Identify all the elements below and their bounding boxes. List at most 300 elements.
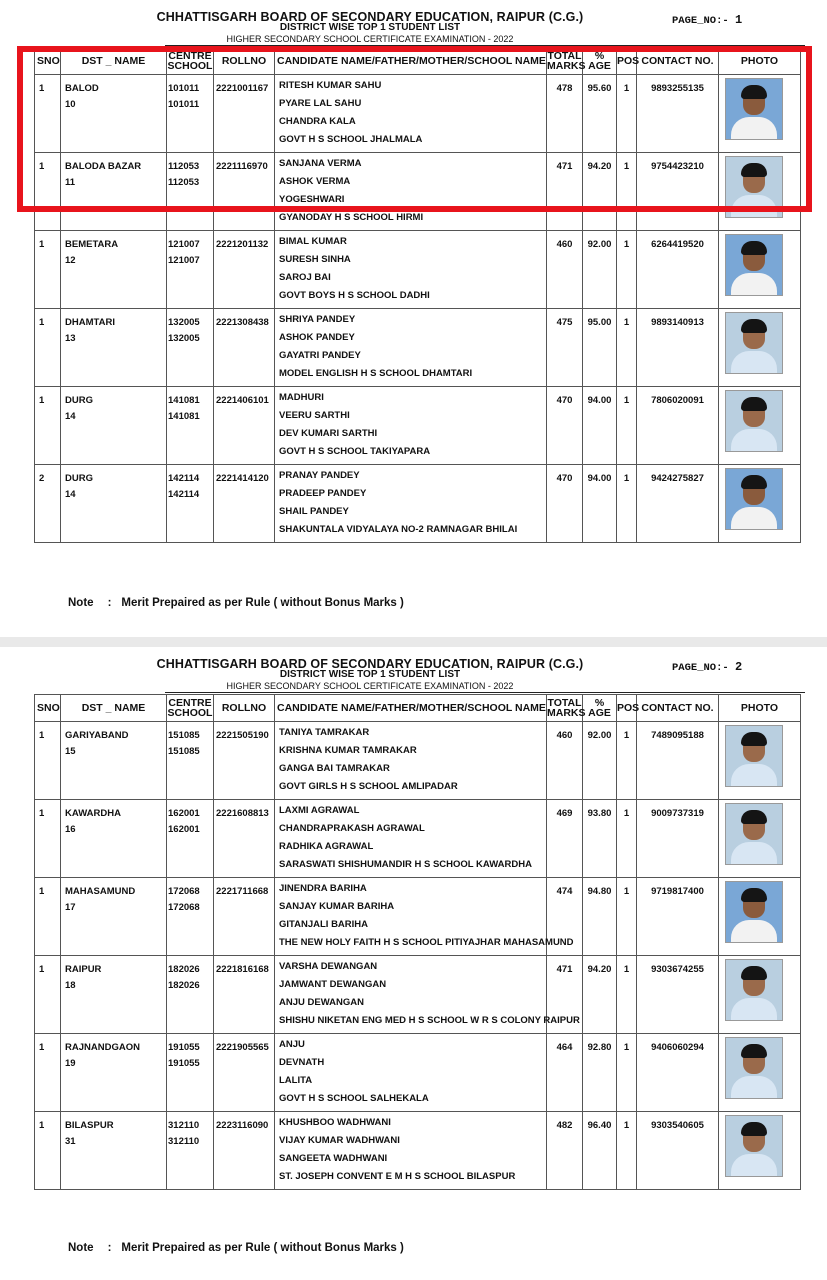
header-rollno: ROLLNO [214,48,275,75]
school-code: 151085 [168,746,200,757]
centre-block [167,387,213,425]
cell-photo [719,1112,801,1190]
cell-centre-school [167,309,214,387]
father-name: CHANDRAPRAKASH AGRAWAL [279,823,425,834]
table-row [35,231,801,309]
contact-number: 9303674255 [651,964,704,975]
photo-shoulders [731,273,777,296]
total-marks: 482 [556,1120,573,1131]
cell-photo [719,722,801,800]
student-photo-male [725,881,783,943]
district-code: 19 [65,1058,76,1069]
contact-number: 7806020091 [651,395,704,406]
serial-number: 1 [39,83,45,94]
cell-sno [35,878,61,956]
candidate-block [275,465,546,539]
centre-code: 312110 [168,1120,200,1131]
school-name: GOVT H S SCHOOL TAKIYAPARA [279,446,431,457]
contact-number: 9424275827 [651,473,704,484]
header-sno: SNO [35,695,61,722]
candidate-name: TANIYA TAMRAKAR [279,727,370,738]
cell-percentage [583,231,617,309]
cell-photo [719,231,801,309]
cell-position [617,800,637,878]
cell-position [617,722,637,800]
cell-photo [719,800,801,878]
mother-name: GITANJALI BARIHA [279,919,369,930]
mother-name: SAROJ BAI [279,272,331,283]
serial-number: 1 [39,161,45,172]
header-school: SCHOOL [167,60,213,72]
school-code: 101011 [168,99,200,110]
student-photo-female [725,312,783,374]
position: 1 [623,239,630,250]
highlight-box [17,46,812,212]
total-marks: 464 [556,1042,573,1053]
percentage: 96.40 [587,1120,612,1131]
student-table [34,694,801,1190]
mother-name: ANJU DEWANGAN [279,997,364,1008]
district-name: BALOD [65,83,99,94]
cell-centre-school [167,956,214,1034]
cell-rollno [214,387,275,465]
candidate-block [275,800,546,874]
note-separator: : [107,1242,112,1254]
cell-candidate [275,1112,547,1190]
exam-title: HIGHER SECONDARY SCHOOL CERTIFICATE EXAMINATION - 2022 [226,34,514,44]
cell-position [617,956,637,1034]
district-name: BALODA BAZAR [65,161,142,172]
position: 1 [623,473,630,484]
note-text: Merit Prepaired as per Rule ( without Bonus Marks ) [121,597,404,609]
note-label: Note [68,1242,94,1254]
position: 1 [623,886,630,897]
district-code: 17 [65,902,76,913]
cell-photo [719,309,801,387]
header-total-marks [547,695,586,722]
cell-sno [35,309,61,387]
cell-position [617,231,637,309]
candidate-name: PRANAY PANDEY [279,470,360,481]
cell-contact [637,1034,719,1112]
cell-contact [637,800,719,878]
position: 1 [623,317,630,328]
school-code: 142114 [168,489,200,500]
header-candidate: CANDIDATE NAME/FATHER/MOTHER/SCHOOL NAME [275,48,547,75]
header-total: TOTAL [547,697,582,709]
cell-photo [719,465,801,543]
note-separator: : [107,597,112,609]
percentage: 92.00 [587,239,612,250]
cell-contact [637,1112,719,1190]
table-row [35,1034,801,1112]
cell-candidate [275,231,547,309]
centre-code: 182026 [168,964,200,975]
contact-number: 9893140913 [651,317,704,328]
contact-number: 7489095188 [651,730,704,741]
total-marks: 475 [556,317,573,328]
school-name: SHAKUNTALA VIDYALAYA NO-2 RAMNAGAR BHILAI [279,524,518,535]
table-row [35,387,801,465]
centre-code: 121007 [168,239,200,250]
cell-rollno [214,465,275,543]
father-name: SURESH SINHA [279,254,351,265]
position: 1 [623,730,630,741]
header-centre: CENTRE [168,697,212,709]
candidate-block [275,231,546,305]
cell-rollno [214,1034,275,1112]
centre-code: 141081 [168,395,200,406]
header-pct: % [594,697,605,709]
centre-block [167,231,213,269]
cell-centre-school [167,465,214,543]
position: 1 [623,161,630,172]
photo-hair [741,1044,767,1058]
candidate-name: LAXMI AGRAWAL [279,805,360,816]
cell-rollno [214,878,275,956]
percentage: 94.00 [587,473,612,484]
cell-district [61,1112,167,1190]
student-photo-female [725,803,783,865]
merit-note [68,597,404,609]
contact-number: 9719817400 [651,886,704,897]
father-name: VEERU SARTHI [279,410,350,421]
percentage: 93.80 [587,808,612,819]
cell-total-marks [547,309,583,387]
cell-total-marks [547,387,583,465]
mother-name: YOGESHWARI [279,194,345,205]
district-block [61,465,166,503]
district-code: 10 [65,99,76,110]
student-photo-female [725,725,783,787]
cell-contact [637,231,719,309]
cell-district [61,722,167,800]
district-code: 18 [65,980,76,991]
cell-district [61,387,167,465]
header-position: POS [617,48,637,75]
photo-shoulders [731,1076,777,1099]
district-block [61,1112,166,1150]
cell-total-marks [547,1034,583,1112]
header-age: AGE [588,60,611,72]
candidate-block [275,387,546,461]
cell-position [617,1034,637,1112]
roll-number: 2221001167 [216,83,269,94]
cell-sno [35,722,61,800]
district-block [61,956,166,994]
photo-shoulders [731,842,777,865]
total-marks: 471 [556,964,573,975]
centre-block [167,956,213,994]
school-code: 182026 [168,980,200,991]
school-code: 191055 [168,1058,200,1069]
student-photo-male [725,234,783,296]
cell-total-marks [547,722,583,800]
roll-number: 2221608813 [216,808,269,819]
position: 1 [623,83,630,94]
mother-name: SANGEETA WADHWANI [279,1153,388,1164]
cell-total-marks [547,231,583,309]
district-code: 15 [65,746,76,757]
cell-candidate [275,309,547,387]
centre-block [167,722,213,760]
percentage: 94.80 [587,886,612,897]
photo-hair [741,810,767,824]
cell-centre-school [167,1112,214,1190]
cell-centre-school [167,800,214,878]
photo-hair [741,966,767,980]
merit-note [68,1242,404,1254]
contact-number: 9893255135 [651,83,704,94]
cell-percentage [583,956,617,1034]
student-photo-male [725,468,783,530]
table-row [35,309,801,387]
candidate-name: RITESH KUMAR SAHU [279,80,382,91]
cell-photo [719,956,801,1034]
district-code: 31 [65,1136,76,1147]
cell-percentage [583,722,617,800]
cell-photo [719,878,801,956]
photo-shoulders [731,507,777,530]
school-code: 121007 [168,255,200,266]
board-title: CHHATTISGARH BOARD OF SECONDARY EDUCATION, RAIPUR (C.G.) [156,10,584,24]
header-centre: CENTRE [168,50,212,62]
cell-percentage [583,387,617,465]
district-code: 11 [65,177,76,188]
candidate-name: SHRIYA PANDEY [279,314,356,325]
cell-percentage [583,1034,617,1112]
header-school: SCHOOL [167,707,213,719]
percentage: 92.80 [587,1042,612,1053]
centre-code: 191055 [168,1042,200,1053]
total-marks: 478 [556,83,573,94]
father-name: SANJAY KUMAR BARIHA [279,901,395,912]
header-marks: MARKS [547,707,586,719]
table-header-row [35,695,801,722]
percentage: 94.20 [587,964,612,975]
cell-rollno [214,309,275,387]
candidate-block [275,1034,546,1108]
photo-shoulders [731,998,777,1021]
centre-block [167,800,213,838]
school-code: 112053 [168,177,200,188]
serial-number: 1 [39,1120,45,1131]
centre-block [167,1034,213,1072]
centre-code: 142114 [168,473,200,484]
photo-shoulders [731,429,777,452]
roll-number: 2221414120 [216,473,269,484]
header-sno: SNO [35,48,61,75]
serial-number: 1 [39,317,45,328]
cell-position [617,1112,637,1190]
page-number [672,13,742,27]
district-name: GARIYABAND [65,730,129,741]
cell-position [617,465,637,543]
district-code: 13 [65,333,76,344]
total-marks: 469 [556,808,573,819]
cell-percentage [583,309,617,387]
father-name: DEVNATH [279,1057,325,1068]
mother-name: RADHIKA AGRAWAL [279,841,374,852]
district-code: 14 [65,489,76,500]
cell-percentage [583,800,617,878]
table-row [35,956,801,1034]
roll-number: 2221711668 [216,886,269,897]
cell-total-marks [547,1112,583,1190]
header-contact: CONTACT NO. [637,695,719,722]
roll-number: 2221116970 [216,161,268,172]
father-name: ASHOK VERMA [279,176,351,187]
header-marks: MARKS [547,60,586,72]
roll-number: 2221816168 [216,964,269,975]
header-total: TOTAL [547,50,582,62]
contact-number: 9406060294 [651,1042,704,1053]
cell-sno [35,387,61,465]
district-name: BEMETARA [65,239,119,250]
position: 1 [623,395,630,406]
father-name: JAMWANT DEWANGAN [279,979,387,990]
serial-number: 1 [39,1042,45,1053]
school-code: 312110 [168,1136,200,1147]
list-title: DISTRICT WISE TOP 1 STUDENT LIST [279,669,461,680]
page-number [672,660,742,674]
roll-number: 2221905565 [216,1042,269,1053]
header-age: AGE [588,707,611,719]
cell-percentage [583,465,617,543]
serial-number: 1 [39,239,45,250]
school-name: SHISHU NIKETAN ENG MED H S SCHOOL W R S COLONY RAIPUR [279,1015,580,1026]
school-code: 141081 [168,411,200,422]
school-code: 162001 [168,824,200,835]
cell-district [61,800,167,878]
cell-sno [35,1112,61,1190]
father-name: VIJAY KUMAR WADHWANI [279,1135,400,1146]
cell-centre-school [167,231,214,309]
cell-position [617,878,637,956]
table-row [35,722,801,800]
total-marks: 471 [556,161,573,172]
father-name: KRISHNA KUMAR TAMRAKAR [279,745,417,756]
district-block [61,231,166,269]
cell-rollno [214,1112,275,1190]
cell-total-marks [547,800,583,878]
cell-sno [35,231,61,309]
mother-name: DEV KUMARI SARTHI [279,428,378,439]
cell-position [617,309,637,387]
district-code: 12 [65,255,76,266]
mother-name: GAYATRI PANDEY [279,350,361,361]
school-name: MODEL ENGLISH H S SCHOOL DHAMTARI [279,368,473,379]
position: 1 [623,964,630,975]
header-centre-school [167,695,214,722]
cell-candidate [275,1034,547,1112]
page-number-label: PAGE_NO:- [672,15,729,27]
serial-number: 1 [39,886,45,897]
photo-shoulders [731,351,777,374]
school-name: GOVT BOYS H S SCHOOL DADHI [279,290,430,301]
photo-hair [741,888,767,902]
district-block [61,387,166,425]
cell-district [61,956,167,1034]
cell-rollno [214,800,275,878]
table-row [35,1112,801,1190]
candidate-name: ANJU [279,1039,305,1050]
cell-district [61,1034,167,1112]
school-code: 132005 [168,333,200,344]
centre-block [167,465,213,503]
cell-sno [35,465,61,543]
student-photo-female [725,1115,783,1177]
serial-number: 1 [39,730,45,741]
district-block [61,1034,166,1072]
page-2 [0,647,827,1280]
candidate-name: MADHURI [279,392,324,403]
header-rule [165,692,805,693]
district-block [61,800,166,838]
mother-name: CHANDRA KALA [279,116,356,127]
note-text: Merit Prepaired as per Rule ( without Bonus Marks ) [121,1242,404,1254]
school-code: 172068 [168,902,200,913]
cell-contact [637,722,719,800]
student-photo-female [725,959,783,1021]
cell-candidate [275,800,547,878]
page-number-value: 1 [735,13,743,27]
header-district-name: DST _ NAME [61,695,167,722]
candidate-name: VARSHA DEWANGAN [279,961,378,972]
roll-number: 2221201132 [216,239,269,250]
candidate-name: SANJANA VERMA [279,158,362,169]
page-separator [0,637,827,647]
photo-hair [741,397,767,411]
total-marks: 470 [556,395,573,406]
school-name: ST. JOSEPH CONVENT E M H S SCHOOL BILASPUR [279,1171,516,1182]
cell-district [61,309,167,387]
district-name: DHAMTARI [65,317,115,328]
centre-block [167,1112,213,1150]
serial-number: 1 [39,964,45,975]
page-number-label: PAGE_NO:- [672,662,729,674]
centre-code: 132005 [168,317,200,328]
cell-percentage [583,1112,617,1190]
district-name: DURG [65,473,93,484]
list-title: DISTRICT WISE TOP 1 STUDENT LIST [279,22,461,33]
student-photo-female [725,390,783,452]
photo-hair [741,1122,767,1136]
cell-contact [637,309,719,387]
position: 1 [623,808,630,819]
cell-photo [719,1034,801,1112]
cell-photo [719,387,801,465]
header-photo: PHOTO [719,48,801,75]
district-name: DURG [65,395,93,406]
position: 1 [623,1120,630,1131]
school-name: GYANODAY H S SCHOOL HIRMI [279,212,424,223]
header-contact: CONTACT NO. [637,48,719,75]
photo-hair [741,319,767,333]
centre-block [167,878,213,916]
cell-contact [637,878,719,956]
photo-hair [741,475,767,489]
board-title: CHHATTISGARH BOARD OF SECONDARY EDUCATION, RAIPUR (C.G.) [156,657,584,671]
note-label: Note [68,597,94,609]
candidate-block [275,722,546,796]
position: 1 [623,1042,630,1053]
percentage: 94.20 [587,161,612,172]
school-name: SARASWATI SHISHUMANDIR H S SCHOOL KAWARDHA [279,859,532,870]
photo-shoulders [731,1154,777,1177]
cell-contact [637,956,719,1034]
photo-shoulders [731,764,777,787]
